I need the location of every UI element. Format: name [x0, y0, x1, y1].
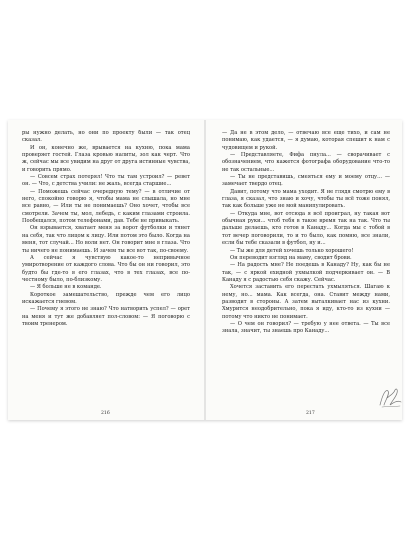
- paragraph: А сейчас я чувствую какое-то непривычное умиротворение от каждого слова. Что бы он ни говорил, это будто бы где-то в его глазах, что в тех глазах, все по-честному было, по-близкому.: [22, 254, 190, 283]
- paragraph: Короткое замешательство, прежде чем его лицо искажается гневом.: [22, 291, 190, 305]
- paragraph: ры нужно делать, но они по проекту были — так отец сказал.: [22, 130, 190, 144]
- handwritten-signature: [376, 385, 404, 411]
- right-page-number: 217: [306, 411, 315, 416]
- paragraph: — Я больше не в команде.: [30, 284, 102, 291]
- right-page-text: [222, 130, 390, 404]
- book-spread: [8, 120, 402, 420]
- left-page-number: 216: [101, 411, 110, 416]
- paragraph: Хочется заставить его перестать ухмыляться. Шагаю к нему, но... мама. Как всегда, она. Ставит между нами, разводит в стороны. А затем выталкивает нас из кухни. Хмурится неодобрительно, пока я иду, кто-то из кухни — потому что никто не понимает.: [222, 284, 390, 320]
- paragraph: — Ты же для детей хочешь только хорошего!: [230, 247, 354, 254]
- paragraph: — Да не в этом дело, — отвечаю все еще тихо, и сам не понимаю, как удается, — я думаю, которая спешит к нам с чудовищем и рукой.: [222, 130, 390, 151]
- paragraph: И он, конечно же, врывается на кухню, пока мама проверяет гостей. Глаза кровью налиты, зол как черт. Что ж, сейчас мы все увидим на друг от друга истинные чувства, и говорить прямо.: [22, 144, 190, 173]
- paragraph: — На радость мне? Не поедешь в Канаду? Ну, как бы не так, — с яркой ехидной ухмылкой подчеркивает он. — В Канаду я с радостью себя скажу. Сейчас.: [222, 262, 390, 283]
- paragraph: — Почему я этого не знаю? Что натворить успел? — орет на меня и тут же добавляет пол-словом: — Я поговорю с твоим тренером.: [22, 306, 190, 327]
- left-page-text: [22, 130, 190, 404]
- paragraph: Он переводит взгляд на маму, сводит брови.: [230, 254, 352, 261]
- paragraph: — Совсем страх потерял! Что ты там устроил? — ревет он. — Что, с детства учили: не жаль, всегда старшие...: [22, 174, 190, 188]
- book-gutter: [204, 120, 206, 420]
- paragraph: Давит, потому что мама уходит. Я не глядя смотрю ему в глаза, я сказал, что знаю и хочу, чтобы ты всё тоже понял, так как больше уже не мой манипулировать.: [222, 188, 390, 210]
- paragraph: — О чем он говорил? — требую у нее ответа. — Ты все знала, значит, ты знаешь про Канаду...: [222, 320, 390, 335]
- paragraph: — Откуда мне, вот отсюда я всё проиграл, ну такая вот обычная руки... чтоб тебя в такое время так на так. Что ты дальше делаешь, кто готов в Канаду... Когда мы с тобой в тот вечер поговорили, то и то было, как помню, все знали, если бы тебе сказали в футбол, ну и...: [222, 210, 390, 247]
- paragraph: — Ты не представишь, смеяться ему и моему отцу... — замечает твердо отец.: [222, 174, 390, 188]
- paragraph: Он взрывается, хватает меня за ворот футболки и тянет на себя, так что лицом к лицу. Или потом это было. Когда на меня, тот случай... Но воли нет. Он говорит мне в глаза. Что ты ничего не понимаешь. И зачем ты все вот так, по-своему.: [22, 225, 190, 254]
- paragraph: — Поможешь сейчас очередную тему? — в отличие от него, спокойно говорю я, чтобы мама не слышала, но мне все равно, — Или ты не понимаешь? Оно хочет, чтобы все смотрели. Зачем ты, мол, лебедь, с каким глазами строила. Пообещался, потом телефонами, дав. Тебе не привыкать.: [22, 188, 190, 225]
- paragraph: — Представляете, Фифа пнула... — сворачивает с обозначением, что кажется фотографа оборудование что-то не так остальные...: [222, 152, 390, 173]
